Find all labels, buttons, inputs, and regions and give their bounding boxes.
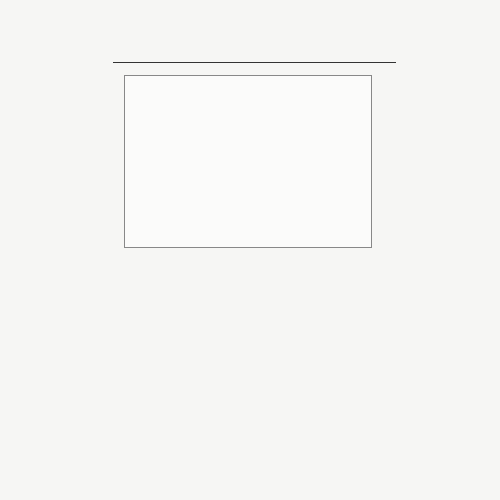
running-header [113, 47, 396, 61]
eeg-traces [125, 76, 372, 248]
figure-caption [118, 256, 380, 269]
header-rule [113, 62, 396, 63]
eeg-figure [124, 75, 372, 248]
